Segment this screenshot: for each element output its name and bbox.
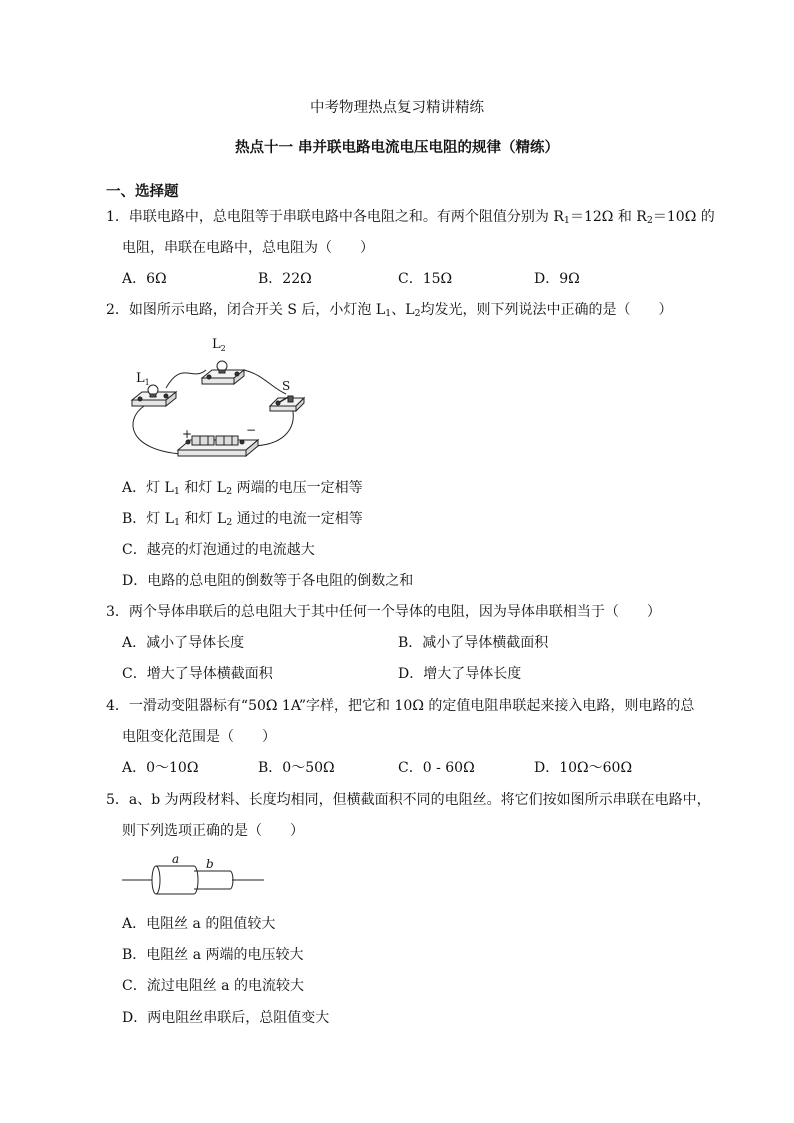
q1-option-c[interactable]: C．15Ω	[398, 271, 453, 287]
q1-option-b[interactable]: B．22Ω	[258, 271, 312, 287]
q3-stem: 3．两个导体串联后的总电阻大于其中任何一个导体的电阻，因为导体串联相当于（ ）	[106, 604, 661, 620]
q1-stem-line2: 电阻，串联在电路中，总电阻为（ ）	[122, 240, 374, 256]
q2-stem: 2．如图所示电路，闭合开关 S 后，小灯泡 $L_1$、$L_2$均发光，则下列说法中正确的是（ ）	[106, 302, 673, 319]
wire-b-label: b	[206, 857, 214, 871]
l1-label: $L_1$	[136, 371, 150, 387]
q3-option-a[interactable]: A．减小了导体长度	[122, 635, 245, 651]
section-heading: 一、选择题	[106, 183, 179, 200]
q5-option-a[interactable]: A．电阻丝 a 的阻值较大	[122, 916, 276, 932]
q2-option-c[interactable]: C．越亮的灯泡通过的电流越大	[122, 542, 315, 558]
switch-label: S	[282, 379, 291, 393]
q5-option-d[interactable]: D．两电阻丝串联后，总阻值变大	[122, 1010, 330, 1026]
q5-stem-line2: 则下列选项正确的是（ ）	[122, 823, 304, 839]
q3-option-d[interactable]: D．增大了导体长度	[398, 666, 522, 682]
q4-stem-line2: 电阻变化范围是（ ）	[122, 729, 276, 745]
q5-stem-line1: 5．a、b 为两段材料、长度均相同，但横截面积不同的电阻丝。将它们按如图所示串联在电路中，	[106, 792, 711, 808]
q3-option-b[interactable]: B．减小了导体横截面积	[398, 635, 549, 651]
q2-option-b[interactable]: B．灯 $L_1$ 和灯 $L_2$ 通过的电流一定相等	[122, 511, 363, 528]
q2-option-a[interactable]: A．灯 $L_1$ 和灯 $L_2$ 两端的电压一定相等	[122, 480, 363, 497]
q4-option-b[interactable]: B．0～50Ω	[258, 760, 335, 776]
battery-plus-label: +	[182, 427, 193, 441]
q4-stem-line1: 4．一滑动变阻器标有“50Ω 1A”字样，把它和 10Ω 的定值电阻串联起来接入电路，则电路的总	[106, 698, 695, 714]
q5-option-b[interactable]: B．电阻丝 a 两端的电压较大	[122, 947, 304, 963]
l2-label: $L_2$	[212, 337, 226, 353]
q1-option-d[interactable]: D．9Ω	[534, 271, 580, 287]
q1-stem-line1: 1．串联电路中，总电阻等于串联电路中各电阻之和。有两个阻值分别为 $R_1=12\Omega$ 和 $R_2=10\Omega$ 的	[106, 209, 715, 226]
circuit-diagram	[122, 330, 312, 464]
q3-option-c[interactable]: C．增大了导体横截面积	[122, 666, 273, 682]
q1-option-a[interactable]: A．6Ω	[122, 271, 167, 287]
battery-minus-label: −	[246, 423, 257, 437]
page-subtitle: 热点十一 串并联电路电流电压电阻的规律（精练）	[234, 139, 560, 156]
wire-a-label: a	[172, 852, 180, 866]
q5-option-c[interactable]: C．流过电阻丝 a 的电流较大	[122, 978, 304, 994]
q4-option-d[interactable]: D．10Ω～60Ω	[534, 760, 633, 776]
q2-option-d[interactable]: D．电路的总电阻的倒数等于各电阻的倒数之和	[122, 573, 414, 589]
q4-option-c[interactable]: C．0 - 60Ω	[398, 760, 475, 776]
resistance-wire-diagram	[122, 852, 268, 898]
page-title: 中考物理热点复习精讲精练	[310, 100, 484, 116]
q4-option-a[interactable]: A．0～10Ω	[122, 760, 199, 776]
